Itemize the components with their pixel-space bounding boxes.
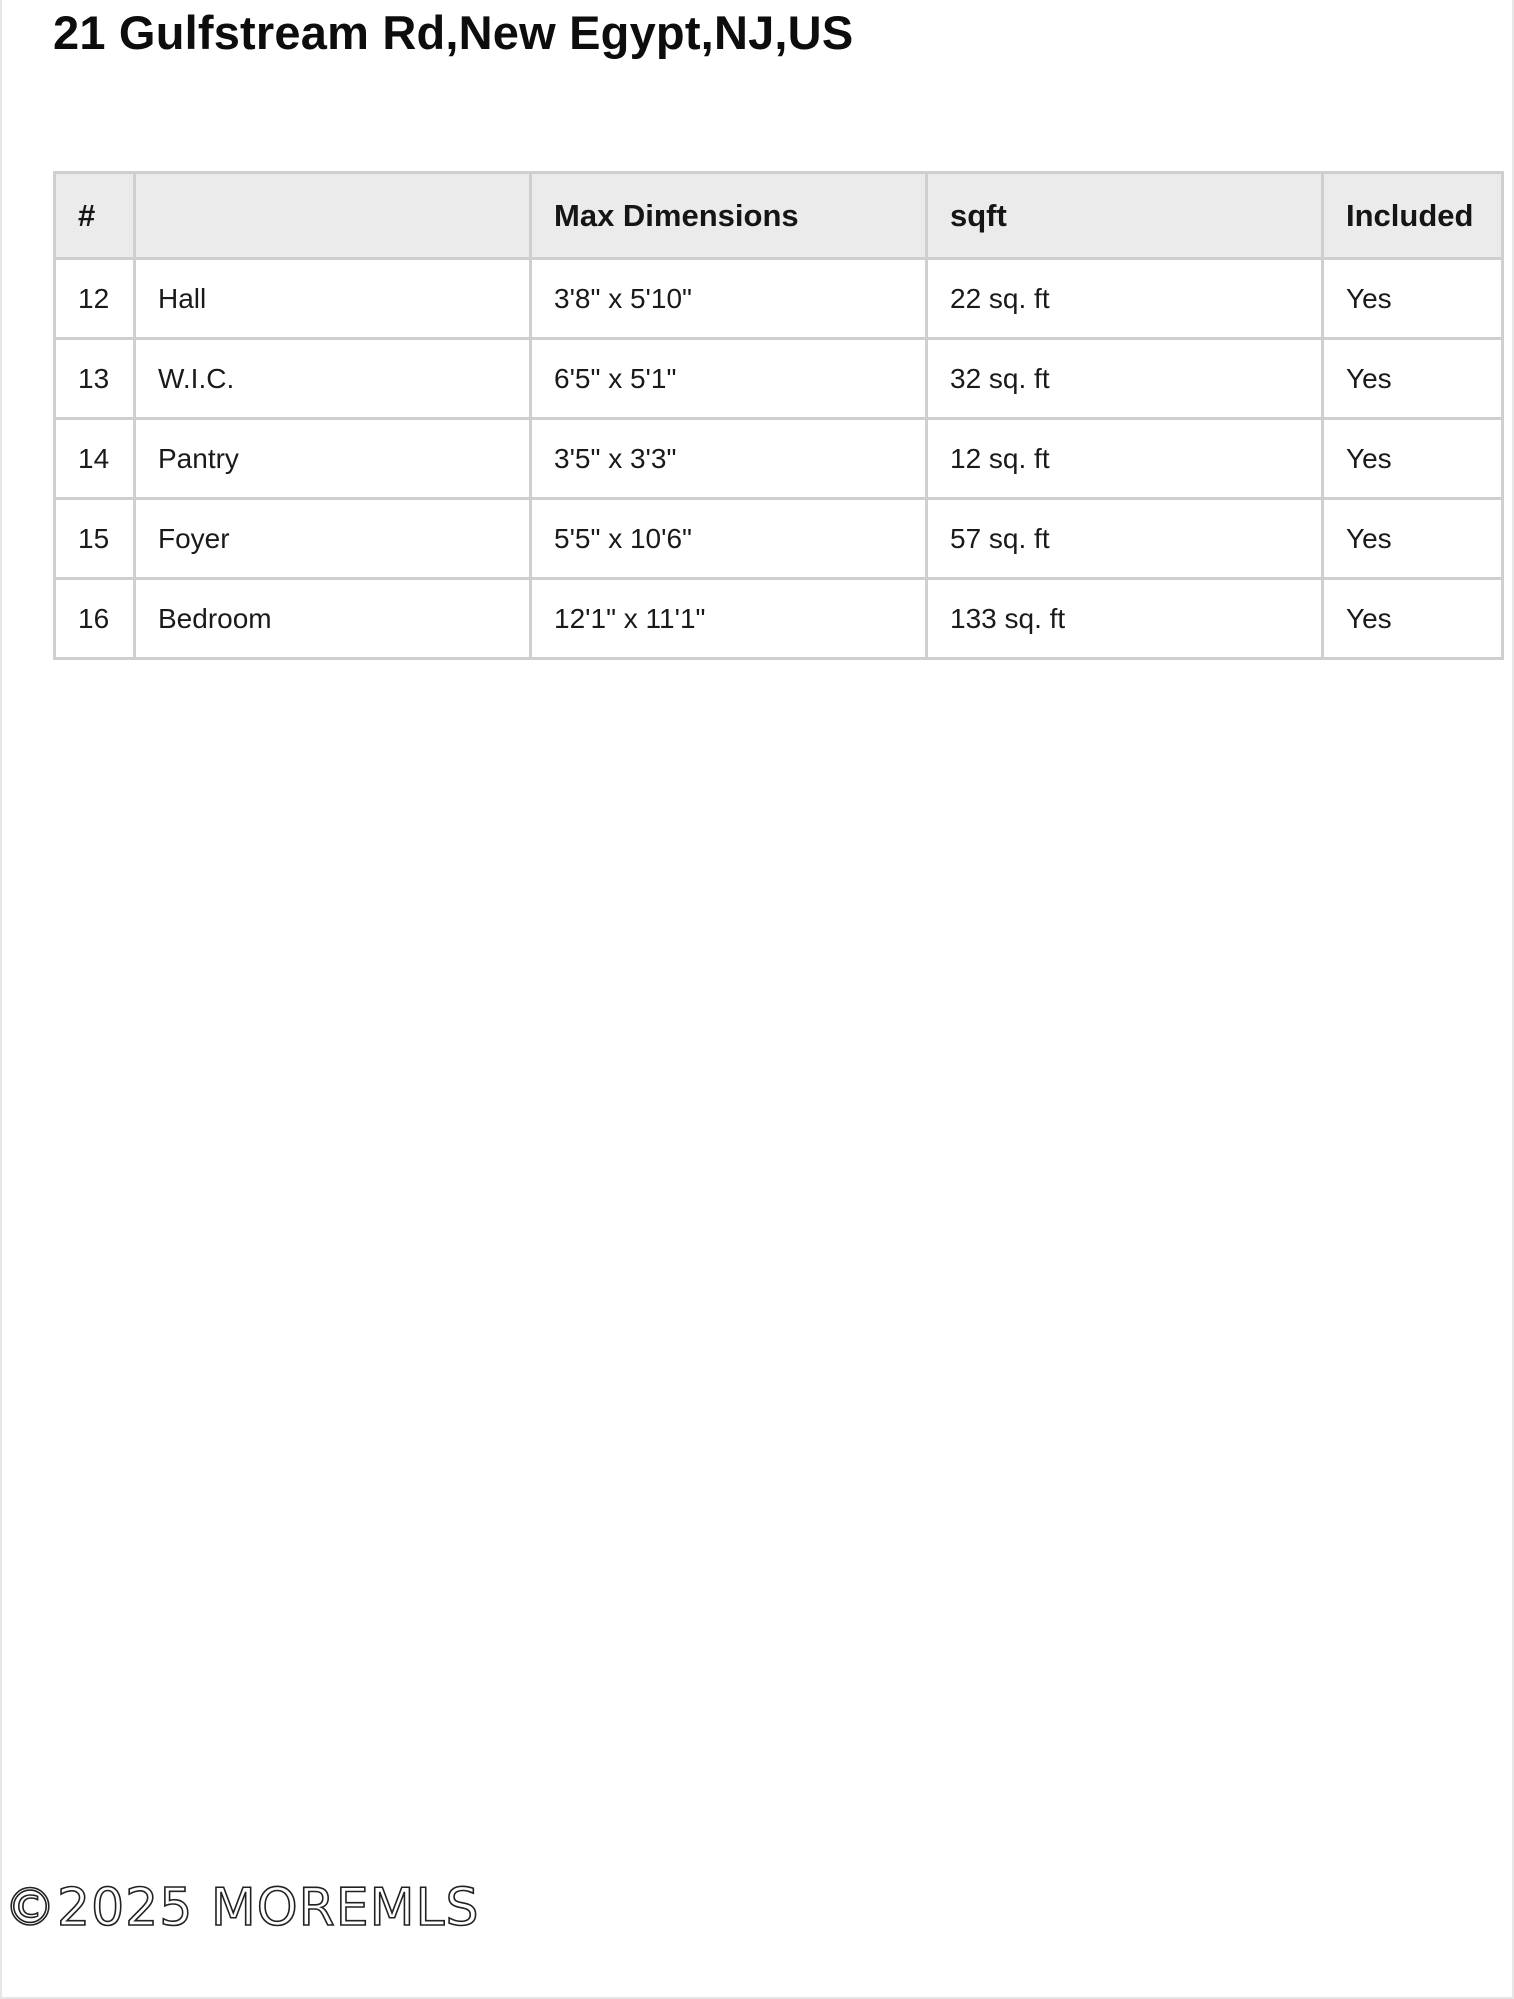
column-header-room	[135, 173, 531, 259]
cell-sqft: 12 sq. ft	[927, 419, 1323, 499]
cell-room: Bedroom	[135, 579, 531, 659]
cell-sqft: 133 sq. ft	[927, 579, 1323, 659]
table-row	[55, 499, 1503, 579]
table-header-row	[55, 173, 1503, 259]
copyright-watermark: ©2025 MOREMLS	[4, 1878, 480, 1938]
cell-number: 13	[55, 339, 135, 419]
cell-room: Foyer	[135, 499, 531, 579]
cell-sqft: 32 sq. ft	[927, 339, 1323, 419]
cell-room: Hall	[135, 259, 531, 339]
cell-number: 16	[55, 579, 135, 659]
cell-included: Yes	[1323, 579, 1503, 659]
cell-room: Pantry	[135, 419, 531, 499]
cell-included: Yes	[1323, 419, 1503, 499]
cell-included: Yes	[1323, 259, 1503, 339]
cell-included: Yes	[1323, 339, 1503, 419]
column-header-max-dimensions: Max Dimensions	[531, 173, 927, 259]
column-header-number: #	[55, 173, 135, 259]
cell-sqft: 22 sq. ft	[927, 259, 1323, 339]
cell-number: 14	[55, 419, 135, 499]
column-header-sqft: sqft	[927, 173, 1323, 259]
column-header-included: Included	[1323, 173, 1503, 259]
cell-sqft: 57 sq. ft	[927, 499, 1323, 579]
table-row	[55, 339, 1503, 419]
cell-max-dimensions: 6'5" x 5'1"	[531, 339, 927, 419]
cell-max-dimensions: 3'5" x 3'3"	[531, 419, 927, 499]
table-row	[55, 419, 1503, 499]
cell-number: 12	[55, 259, 135, 339]
cell-max-dimensions: 3'8" x 5'10"	[531, 259, 927, 339]
cell-number: 15	[55, 499, 135, 579]
cell-room: W.I.C.	[135, 339, 531, 419]
page-title: 21 Gulfstream Rd,New Egypt,NJ,US	[53, 6, 854, 59]
table-row	[55, 259, 1503, 339]
room-dimensions-table	[53, 171, 1504, 660]
cell-max-dimensions: 5'5" x 10'6"	[531, 499, 927, 579]
table-row	[55, 579, 1503, 659]
cell-max-dimensions: 12'1" x 11'1"	[531, 579, 927, 659]
cell-included: Yes	[1323, 499, 1503, 579]
